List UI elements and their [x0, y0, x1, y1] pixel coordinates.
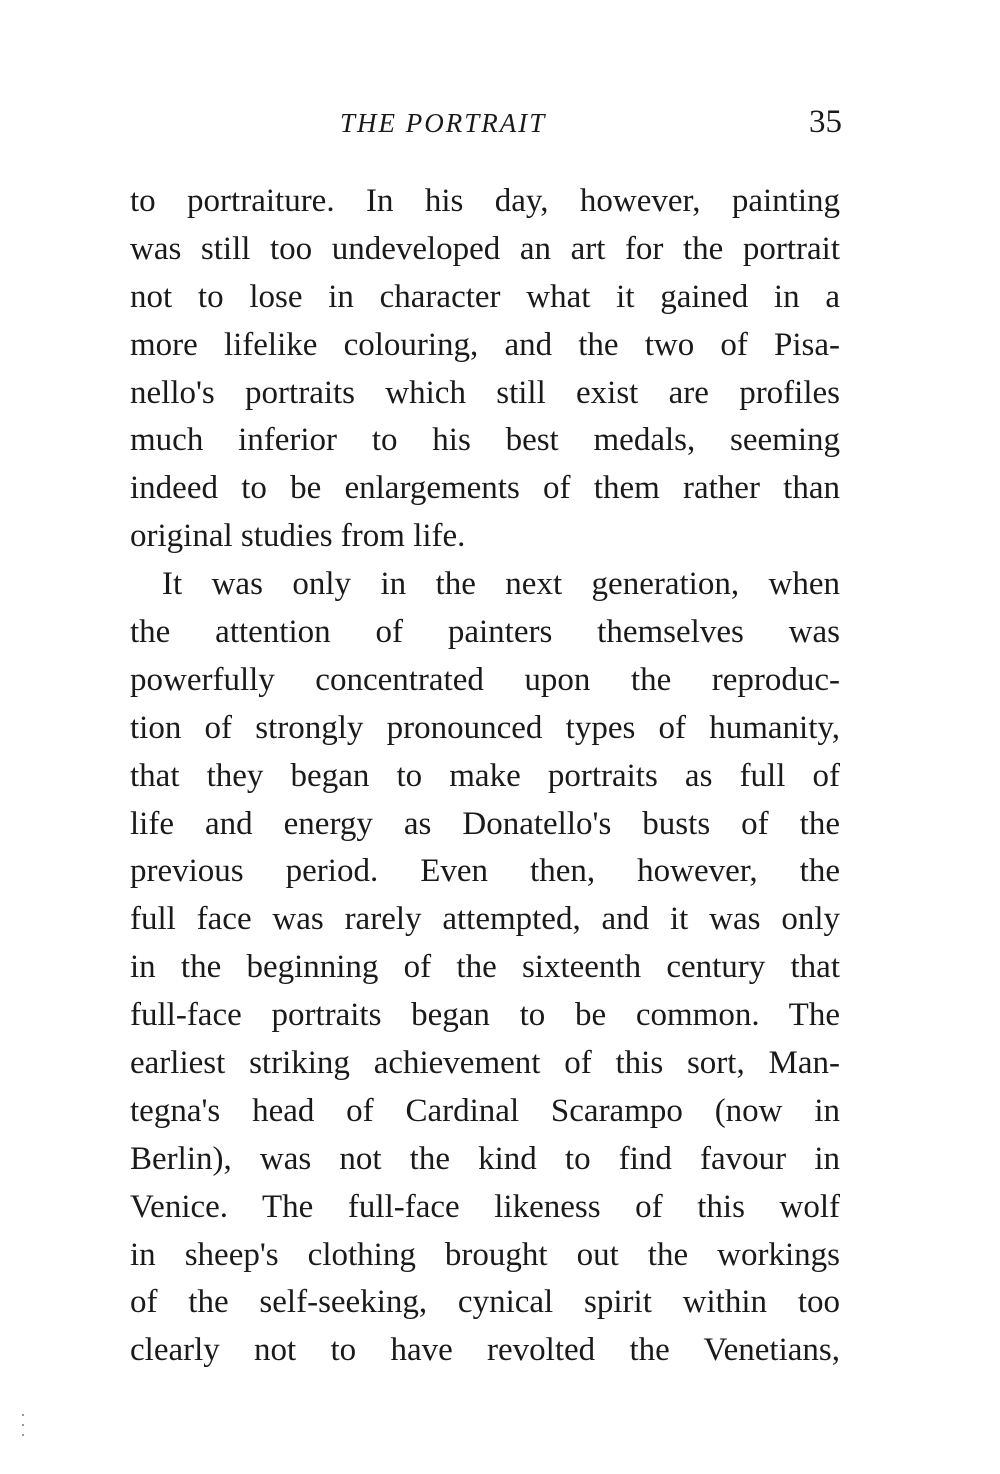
text-line: Venice. The full-face likeness of this wolf [130, 1188, 840, 1225]
scan-speck [22, 1424, 24, 1426]
text-line: clearly not to have revolted the Venetians, [130, 1332, 840, 1369]
text-line: more lifelike colouring, and the two of Pisa- [130, 326, 840, 363]
text-line: in the beginning of the sixteenth century that [130, 949, 840, 986]
text-line: to portraiture. In his day, however, painting [130, 183, 840, 219]
text-line: Berlin), was not the kind to find favour in [130, 1140, 840, 1177]
text-line: was still too undeveloped an art for the portrait [130, 230, 840, 267]
text-line: full-face portraits began to be common. The [130, 997, 840, 1034]
text-line: life and energy as Donatello's busts of the [130, 805, 840, 842]
text-line: that they began to make portraits as full of [130, 757, 840, 794]
text-line: in sheep's clothing brought out the workings [130, 1236, 840, 1273]
body-text [130, 178, 840, 1375]
running-head: THE PORTRAIT [340, 108, 547, 138]
text-line: earliest striking achievement of this sort, Man- [130, 1045, 840, 1082]
page-header [130, 104, 842, 148]
scan-speck [22, 1434, 24, 1436]
text-line: not to lose in character what it gained in a [130, 278, 840, 315]
text-line: much inferior to his best medals, seeming [130, 422, 840, 459]
text-line: of the self-seeking, cynical spirit within too [130, 1284, 840, 1321]
text-line: original studies from life. [130, 518, 466, 555]
text-line: powerfully concentrated upon the reproduc- [130, 661, 840, 698]
text-line: nello's portraits which still exist are profiles [130, 374, 840, 411]
text-line: indeed to be enlargements of them rather than [130, 470, 840, 507]
text-line: tegna's head of Cardinal Scarampo (now in [130, 1092, 840, 1129]
text-line: previous period. Even then, however, the [130, 853, 840, 890]
text-line: tion of strongly pronounced types of humanity, [130, 709, 840, 746]
scan-artifact [22, 1414, 26, 1454]
text-line: the attention of painters themselves was [130, 614, 840, 651]
paragraph-start-line: It was only in the next generation, when [162, 566, 840, 603]
page-number: 35 [809, 104, 842, 140]
text-line: full face was rarely attempted, and it was only [130, 901, 840, 938]
scan-speck [22, 1414, 24, 1416]
